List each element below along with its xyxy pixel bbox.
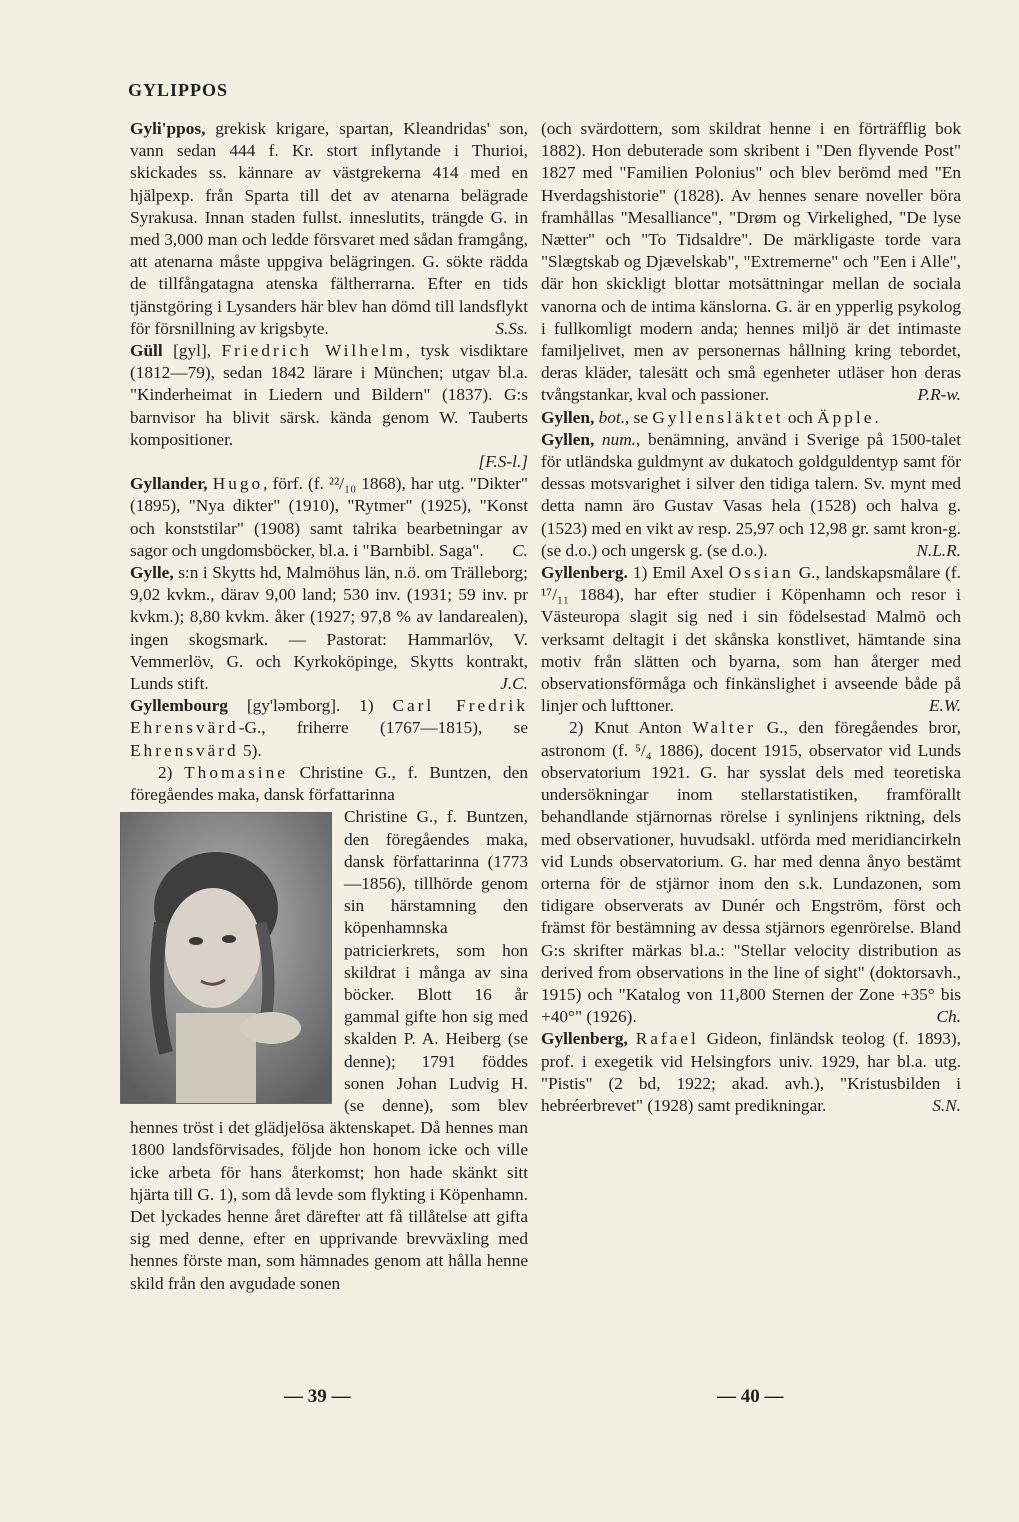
headword: Gyllembourg <box>130 696 228 716</box>
pronunciation: [gy'ləmborg]. 1) <box>227 696 393 716</box>
entry-gyllembourg-2 <box>130 762 528 806</box>
entry-text: grekisk krigare, spartan, Kleandridas' son, vann sedan 444 f. Kr. stort inflytande i Thurioi, skickades ss. kännare av västgrekerna 414 med en hjälpexp. från Sparta till det av atenarna belägrade Syrakusa. Innan staden fullst. inneslutits, trängde G. in med 3,000 man och ledde försvaret med sådan framgång, att atenarna måste uppgiva belägringen. G. sökte rädda de tillfångatagna atenska fältherrarna. Efter en tids tjänstgöring i Lysanders här blev han dömd till landsflykt för försnillning av krigsbyte. <box>130 119 528 338</box>
person-name: Rafael <box>635 1029 699 1049</box>
entry-text-pre: 2) Knut Anton <box>569 718 693 738</box>
conjunction: och <box>783 407 818 427</box>
signature: P.R-w. <box>917 385 961 405</box>
entry-gyllen-num <box>541 429 961 562</box>
headword: Gyllenberg. <box>541 563 628 583</box>
running-head: GYLIPPOS <box>128 80 229 100</box>
person-name: Ossian <box>728 563 794 583</box>
person-name: Carl Fredrik Ehrensvärd <box>130 696 528 738</box>
headword: Gyllander, <box>130 474 208 494</box>
entry-text: (och svärdottern, som skildrat henne i en förträfflig bok 1882). Hon debuterade som skribent i "Den flyvende Post" 1827 med "Familien Polonius" och blev berömd med "En Hverdagshistorie" (1828). Av hennes senare noveller böra framhållas "Mesalliance", "Drøm og Virkelighed, "De lyse Nætter" och "To Tidsaldre". De märkligaste torde vara "Slægtskab og Djævelskab", "Extremerne" och "Een i Alle", där hon skickligt blottar motsättningar mellan de sociala vanorna och de intima känslorna. G. är en ypperlig psykolog i fullkomligt modern anda; hennes miljö är det intimaste familjelivet, men av personernas hållning kring tebordet, deras kläder, talesätt och små egenheter utläser hon deras tvångstankar, kval och passioner. <box>541 119 961 405</box>
entry-text: Gideon, finländsk teolog (f. 1893), prof. i exegetik vid Helsingfors univ. 1929, har bl.a. utg. "Pistis" (2 bd, 1922; akad. avh.), "Kristusbilden i hebréerbrevet" (1928) samt predikningar. <box>541 1029 961 1115</box>
entry-text-tail: 5). <box>238 740 262 760</box>
entry-gyllenberg-rafael <box>541 1028 961 1117</box>
signature: J.C. <box>500 674 528 694</box>
entry-text-pre: 1) Emil Axel <box>627 563 729 583</box>
entry-text-start: Christine G., f. Buntzen, den föregåendes maka, dansk författarinna <box>130 762 528 805</box>
signature: N.L.R. <box>916 540 961 560</box>
cross-reference: Äpple <box>817 407 875 427</box>
portrait-image <box>120 812 332 1104</box>
subject-label: num. <box>601 429 637 449</box>
entry-gyllenberg-2 <box>541 717 961 1028</box>
entry-number: 2) <box>158 762 185 782</box>
entry-text: s:n i Skytts hd, Malmöhus län, n.ö. om Trälleborg; 9,02 kvkm., därav 9,00 land; 530 inv. (1931; 59 inv. pr kvkm.); 8,80 kvkm. åker (1927; 97,8 % av landarealen), ingen skogsmark. — Pastorat: Hammarlöv, V. Vemmerlöv, G. och Kyrkoköpinge, Skytts kontrakt, Lunds stift. <box>130 563 528 694</box>
signature: Ch. <box>936 1007 961 1027</box>
entry-text: G., landskapsmålare (f. ¹⁷/₁₁ 1884), har efter studier i Köpenhamn och resor i Västeuropa slagit sig ned i sin födelsestad Malmö och verksamt deltagit i det skånska konstlivet, hämtande sina motiv från slätten och byarna, som han återger med observationsförmåga och finkänslighet i avseende både på linjer och lufttoner. <box>541 563 961 716</box>
page-number-left: — 39 — <box>284 1386 351 1407</box>
entry-text: , se <box>625 407 653 427</box>
signature: S.N. <box>932 1095 961 1115</box>
entry-gylippos <box>130 118 528 340</box>
headword: Gyllen, <box>541 407 595 427</box>
cross-reference: Ehrensvärd <box>130 740 239 760</box>
portrait-frame <box>130 812 332 1102</box>
cross-reference: Gyllensläktet <box>652 407 784 427</box>
headword: Gylle, <box>130 563 174 583</box>
headword: Gyli'ppos, <box>130 119 206 138</box>
headword: Gyllenberg, <box>541 1029 628 1049</box>
entry-gyllembourg <box>130 695 528 762</box>
person-name: Friedrich Wilhelm <box>221 341 406 361</box>
entry-continuation <box>541 118 961 407</box>
left-column <box>130 118 528 1295</box>
subject-label: bot. <box>598 407 626 427</box>
entry-text-tail: . <box>874 407 879 427</box>
signature: E.W. <box>928 696 961 716</box>
signature: C. <box>512 540 528 560</box>
signature: S.Ss. <box>495 318 528 338</box>
headword: Gyllen, <box>541 429 595 449</box>
entry-text: -G., friherre (1767—1815), se <box>238 718 528 738</box>
entry-text: , benämning, använd i Sverige på 1500-talet för utländska guldmynt av dukatoch goldguldentyp samt för dessas motsvarighet i silver den tidiga talern. Sv. mynt med detta namn äro Gustav Vasas hela (1528) och halva g. (1523) med en vikt av resp. 25,97 och 12,98 gr. samt kron-g. (se d.o.) och ungersk g. (se d.o.). <box>541 429 961 560</box>
entry-gyllander <box>130 473 528 562</box>
entry-gylle <box>130 562 528 695</box>
page-number-right: — 40 — <box>717 1386 784 1407</box>
person-name: Hugo <box>212 474 264 494</box>
entry-text: , tysk visdiktare (1812—79), sedan 1842 lärare i München; utgav bl.a. "Kinderheimat in Liedern und Bildern" (1837). G:s barnvisor ha blivit särsk. kända genom W. Tauberts kompositioner. <box>130 341 528 449</box>
signature: [F.S-l.] <box>478 452 528 472</box>
entry-gyllen-bot <box>541 407 961 429</box>
right-column <box>541 118 961 1117</box>
person-name: Thomasine <box>184 762 288 782</box>
person-name: Walter <box>692 718 757 738</box>
signature-line <box>130 451 528 473</box>
entry-text: G., den föregåendes bror, astronom (f. ⁵/₄ 1886), docent 1915, observator vid Lunds observatorium 1921. G. har sysslat dels med teoretiska undersökningar inom stellarstatistiken, framförallt behandlande stjärnornas rörelse i synlinjens riktning, dels med observationer, huvudsakl. utförda med meridiancirkeln vid Lunds observatorium. G. har med denna ånyo bestämt orterna för de stjärnor inom den s.k. Lundazonen, som tidigare observerats av Dunér och Engström, först och främst för bestämning av dessa stjärnors egenrörelse. Bland G:s skrifter märkas bl.a.: "Stellar velocity distribution as derived from observations in the line of sight" (doktorsavh., 1915) och "Katalog von 11,800 Sternen der Zone +35° bis +40°" (1926). <box>541 718 961 1027</box>
entry-gull <box>130 340 528 451</box>
entry-gyllembourg-2-body: Christine G., f. Buntzen, den föregåendes maka, dansk författarinna (1773—1856), tillhörde genom sin härstamning den köpenhamnska patricierkrets, som hon skildrat i många av sina böcker. Blott 16 år gammal gifte hon sig med skalden P. A. Heiberg (se denne); 1791 föddes sonen Johan Ludvig H. (se denne), som blev hennes tröst i det glädjelösa äktenskapet. Då hennes man 1800 landsförvisades, följde hon honom icke och ville icke arbeta för hans återkomst; hon hade skänkt sitt hjärta till G. 1), som då levde som flykting i Köpenhamn. Det lyckades henne året därefter att få tillåtelse att gifta sig med denne, efter en upprivande brevväxling med hennes förste man, som hämnades genom att hålla henne skild från den avgudade sonen <box>130 807 528 1293</box>
entry-text: , förf. (f. ²²/₁₀ 1868), har utg. "Dikter" (1895), "Nya dikter" (1910), "Rytmer" (1925), "Konst och konststilar" (1908) samt talrika bearbetningar av sagor och ungdomsböcker, bl.a. i "Barnbibl. Saga". <box>130 474 528 560</box>
entry-gyllenberg <box>541 562 961 717</box>
pronunciation: [gyl], <box>162 341 222 361</box>
headword: Güll <box>130 341 163 361</box>
